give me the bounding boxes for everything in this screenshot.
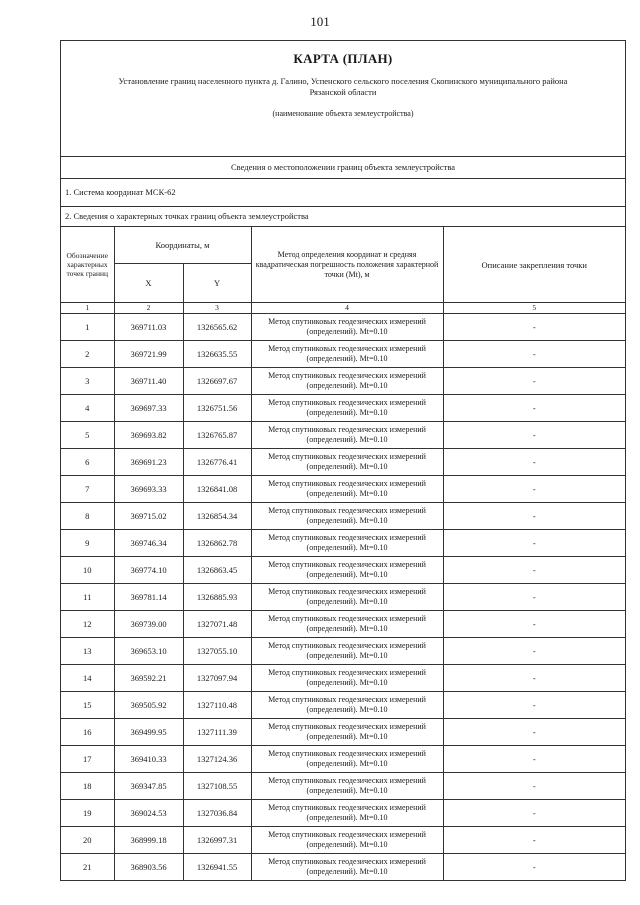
description-cell: -	[443, 665, 625, 692]
points-table	[61, 227, 625, 880]
description-cell: -	[443, 530, 625, 557]
column-number: 4	[251, 303, 443, 314]
coord-x-cell: 369715.02	[114, 503, 183, 530]
coord-x-cell: 369693.82	[114, 422, 183, 449]
coord-x-cell: 369746.34	[114, 530, 183, 557]
description-cell: -	[443, 341, 625, 368]
header-designation: Обозначение характерных точек границ	[61, 227, 114, 303]
method-cell: Метод спутниковых геодезических измерений (определений). Mt=0.10	[251, 584, 443, 611]
description-cell: -	[443, 449, 625, 476]
coord-x-cell: 369024.53	[114, 800, 183, 827]
table-row	[61, 341, 625, 368]
point-number-cell: 13	[61, 638, 114, 665]
point-number-cell: 1	[61, 314, 114, 341]
document-frame	[60, 40, 626, 881]
coord-x-cell: 369653.10	[114, 638, 183, 665]
header-y: Y	[183, 264, 251, 303]
coord-x-cell: 369499.95	[114, 719, 183, 746]
description-cell: -	[443, 368, 625, 395]
coord-y-cell: 1326841.08	[183, 476, 251, 503]
coord-y-cell: 1326941.55	[183, 854, 251, 881]
table-row	[61, 584, 625, 611]
description-cell: -	[443, 314, 625, 341]
table-row	[61, 530, 625, 557]
coord-x-cell: 368903.56	[114, 854, 183, 881]
coord-x-cell: 368999.18	[114, 827, 183, 854]
table-row	[61, 800, 625, 827]
coord-y-cell: 1327110.48	[183, 692, 251, 719]
point-number-cell: 15	[61, 692, 114, 719]
coord-x-cell: 369347.85	[114, 773, 183, 800]
column-number: 3	[183, 303, 251, 314]
column-number: 2	[114, 303, 183, 314]
table-row	[61, 449, 625, 476]
table-row	[61, 638, 625, 665]
point-number-cell: 10	[61, 557, 114, 584]
coord-y-cell: 1326697.67	[183, 368, 251, 395]
coord-y-cell: 1326854.34	[183, 503, 251, 530]
table-row	[61, 773, 625, 800]
table-row	[61, 692, 625, 719]
coord-y-cell: 1326776.41	[183, 449, 251, 476]
point-number-cell: 5	[61, 422, 114, 449]
coord-x-cell: 369781.14	[114, 584, 183, 611]
method-cell: Метод спутниковых геодезических измерений (определений). Mt=0.10	[251, 827, 443, 854]
table-row	[61, 476, 625, 503]
header-coords: Координаты, м	[114, 227, 251, 264]
coord-x-cell: 369592.21	[114, 665, 183, 692]
point-number-cell: 14	[61, 665, 114, 692]
method-cell: Метод спутниковых геодезических измерений (определений). Mt=0.10	[251, 368, 443, 395]
point-number-cell: 19	[61, 800, 114, 827]
point-number-cell: 6	[61, 449, 114, 476]
section-info: Сведения о местоположении границ объекта землеустройства	[61, 157, 625, 179]
table-row	[61, 719, 625, 746]
table-row	[61, 557, 625, 584]
table-row	[61, 827, 625, 854]
description-cell: -	[443, 638, 625, 665]
section-points-title: 2. Сведения о характерных точках границ объекта землеустройства	[61, 207, 625, 227]
object-name-hint: (наименование объекта землеустройства)	[272, 109, 414, 118]
point-number-cell: 7	[61, 476, 114, 503]
description-cell: -	[443, 422, 625, 449]
description-cell: -	[443, 800, 625, 827]
coord-y-cell: 1326765.87	[183, 422, 251, 449]
table-row	[61, 665, 625, 692]
point-number-cell: 16	[61, 719, 114, 746]
coord-y-cell: 1326997.31	[183, 827, 251, 854]
method-cell: Метод спутниковых геодезических измерений (определений). Mt=0.10	[251, 638, 443, 665]
method-cell: Метод спутниковых геодезических измерений (определений). Mt=0.10	[251, 611, 443, 638]
coord-x-cell: 369410.33	[114, 746, 183, 773]
header-x: X	[114, 264, 183, 303]
coord-x-cell: 369693.33	[114, 476, 183, 503]
method-cell: Метод спутниковых геодезических измерений (определений). Mt=0.10	[251, 476, 443, 503]
method-cell: Метод спутниковых геодезических измерений (определений). Mt=0.10	[251, 692, 443, 719]
header-description: Описание закрепления точки	[443, 227, 625, 303]
method-cell: Метод спутниковых геодезических измерений (определений). Mt=0.10	[251, 503, 443, 530]
method-cell: Метод спутниковых геодезических измерений (определений). Mt=0.10	[251, 449, 443, 476]
coord-x-cell: 369697.33	[114, 395, 183, 422]
document-title: КАРТА (ПЛАН)	[293, 51, 393, 66]
header-method: Метод определения координат и средняя квадратическая погрешность положения характерной точки (Mt), м	[251, 227, 443, 303]
coord-x-cell: 369711.03	[114, 314, 183, 341]
column-number: 5	[443, 303, 625, 314]
coord-y-cell: 1326863.45	[183, 557, 251, 584]
method-cell: Метод спутниковых геодезических измерений (определений). Mt=0.10	[251, 341, 443, 368]
description-cell: -	[443, 557, 625, 584]
method-cell: Метод спутниковых геодезических измерений (определений). Mt=0.10	[251, 530, 443, 557]
table-row	[61, 503, 625, 530]
method-cell: Метод спутниковых геодезических измерений (определений). Mt=0.10	[251, 800, 443, 827]
table-row	[61, 746, 625, 773]
description-cell: -	[443, 584, 625, 611]
table-row	[61, 854, 625, 881]
coord-x-cell: 369739.00	[114, 611, 183, 638]
coord-x-cell: 369691.23	[114, 449, 183, 476]
coord-y-cell: 1326635.55	[183, 341, 251, 368]
coord-y-cell: 1327071.48	[183, 611, 251, 638]
method-cell: Метод спутниковых геодезических измерений (определений). Mt=0.10	[251, 422, 443, 449]
column-number: 1	[61, 303, 114, 314]
point-number-cell: 2	[61, 341, 114, 368]
description-cell: -	[443, 692, 625, 719]
point-number-cell: 11	[61, 584, 114, 611]
point-number-cell: 3	[61, 368, 114, 395]
coord-y-cell: 1326885.93	[183, 584, 251, 611]
coord-y-cell: 1327111.39	[183, 719, 251, 746]
description-cell: -	[443, 611, 625, 638]
description-cell: -	[443, 854, 625, 881]
section-coord-system: 1. Система координат МСК-62	[61, 179, 625, 207]
table-row	[61, 368, 625, 395]
document-subtitle: Установление границ населенного пункта д. Галино, Успенского сельского поселения Скопинского муниципального района Рязанской области	[118, 76, 568, 97]
point-number-cell: 18	[61, 773, 114, 800]
coord-y-cell: 1327036.84	[183, 800, 251, 827]
method-cell: Метод спутниковых геодезических измерений (определений). Mt=0.10	[251, 314, 443, 341]
description-cell: -	[443, 773, 625, 800]
description-cell: -	[443, 827, 625, 854]
coord-y-cell: 1326565.62	[183, 314, 251, 341]
coord-y-cell: 1326862.78	[183, 530, 251, 557]
coord-y-cell: 1327124.36	[183, 746, 251, 773]
point-number-cell: 21	[61, 854, 114, 881]
coord-y-cell: 1327108.55	[183, 773, 251, 800]
method-cell: Метод спутниковых геодезических измерений (определений). Mt=0.10	[251, 665, 443, 692]
coord-y-cell: 1327097.94	[183, 665, 251, 692]
description-cell: -	[443, 719, 625, 746]
point-number-cell: 4	[61, 395, 114, 422]
method-cell: Метод спутниковых геодезических измерений (определений). Mt=0.10	[251, 719, 443, 746]
table-row	[61, 422, 625, 449]
method-cell: Метод спутниковых геодезических измерений (определений). Mt=0.10	[251, 557, 443, 584]
method-cell: Метод спутниковых геодезических измерений (определений). Mt=0.10	[251, 746, 443, 773]
table-row	[61, 395, 625, 422]
coord-y-cell: 1327055.10	[183, 638, 251, 665]
point-number-cell: 17	[61, 746, 114, 773]
coord-x-cell: 369774.10	[114, 557, 183, 584]
point-number-cell: 9	[61, 530, 114, 557]
coord-x-cell: 369505.92	[114, 692, 183, 719]
point-number-cell: 20	[61, 827, 114, 854]
description-cell: -	[443, 476, 625, 503]
coord-x-cell: 369721.99	[114, 341, 183, 368]
points-table-body	[61, 314, 625, 881]
method-cell: Метод спутниковых геодезических измерений (определений). Mt=0.10	[251, 395, 443, 422]
document-header	[61, 41, 625, 157]
description-cell: -	[443, 746, 625, 773]
coord-y-cell: 1326751.56	[183, 395, 251, 422]
page-number: 101	[310, 14, 330, 29]
description-cell: -	[443, 503, 625, 530]
point-number-cell: 12	[61, 611, 114, 638]
coord-x-cell: 369711.40	[114, 368, 183, 395]
point-number-cell: 8	[61, 503, 114, 530]
method-cell: Метод спутниковых геодезических измерений (определений). Mt=0.10	[251, 773, 443, 800]
column-number-row	[61, 303, 625, 314]
table-row	[61, 314, 625, 341]
method-cell: Метод спутниковых геодезических измерений (определений). Mt=0.10	[251, 854, 443, 881]
table-row	[61, 611, 625, 638]
description-cell: -	[443, 395, 625, 422]
